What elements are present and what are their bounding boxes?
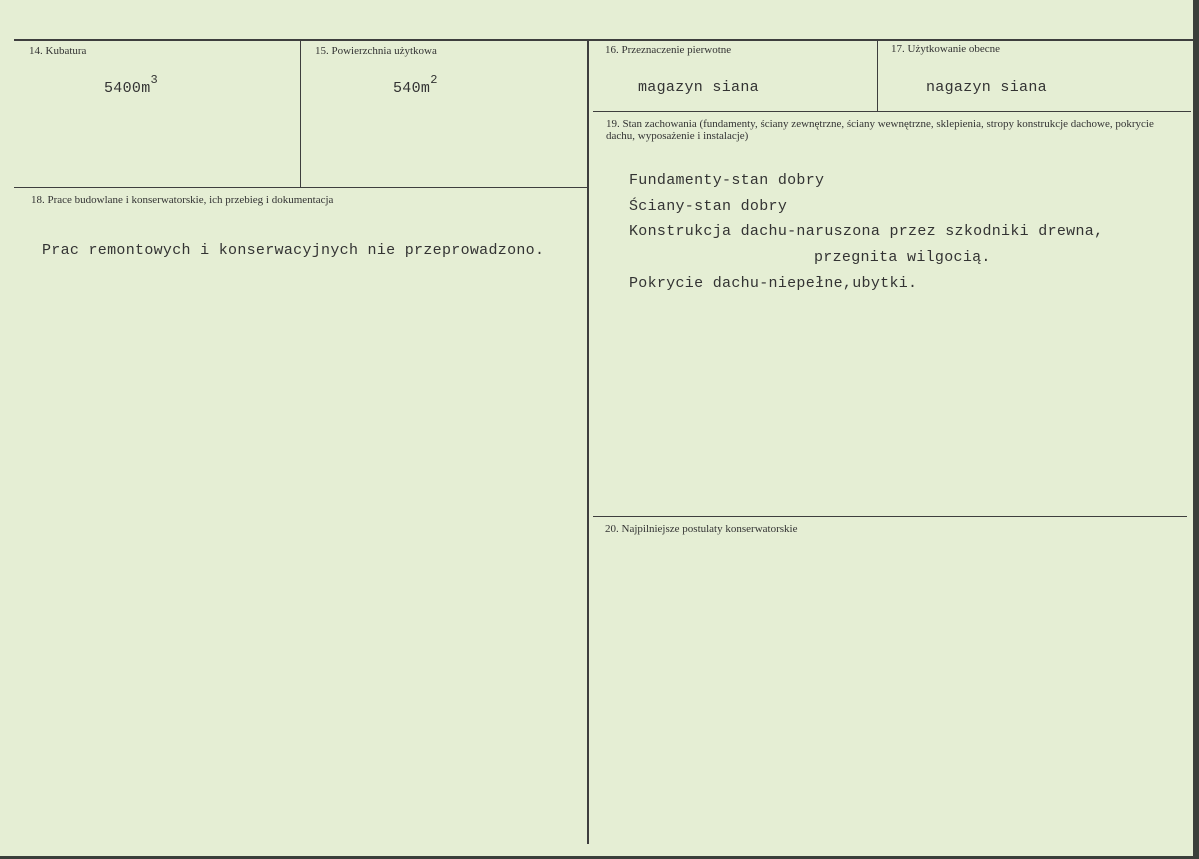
field-14-label: 14. Kubatura [29, 45, 87, 57]
field-19-line: Fundamenty-stan dobry [629, 172, 825, 189]
field-18-label: 18. Prace budowlane i konserwatorskie, ich przebieg i dokumentacja [31, 194, 334, 206]
divider-v-main [587, 41, 589, 844]
field-14-superscript: 3 [150, 73, 159, 87]
rule-16-19 [593, 111, 1191, 112]
field-19-label: 19. Stan zachowania (fundamenty, ściany zewnętrzne, ściany wewnętrzne, sklepienia, stropy konstrukcje dachowe, pokrycie dachu, wyposażenie i instalacje) [606, 118, 1154, 142]
field-16-label: 16. Przeznaczenie pierwotne [605, 44, 732, 56]
field-18-value: Prac remontowych i konserwacyjnych nie przeprowadzono. [42, 242, 545, 259]
field-14-number: 5400m [104, 80, 151, 97]
field-17-value: nagazyn siana [926, 79, 1047, 96]
field-15-superscript: 2 [430, 73, 438, 87]
rule-15-18 [14, 187, 588, 188]
card-edge-right [1193, 0, 1199, 859]
divider-v-14-15 [300, 41, 301, 187]
field-15-number: 540m [393, 80, 431, 97]
divider-v-16-17 [877, 41, 878, 111]
field-16-value: magazyn siana [638, 79, 759, 96]
field-20-label: 20. Najpilniejsze postulaty konserwatorskie [605, 523, 798, 535]
field-19-line: przegnita wilgocią. [814, 249, 991, 266]
rule-19-20 [593, 516, 1187, 517]
top-rule [14, 39, 1194, 41]
field-14-value [104, 73, 159, 97]
field-17-label: 17. Użytkowanie obecne [891, 43, 1001, 55]
field-19-line: Ściany-stan dobry [629, 198, 788, 215]
field-15-value [393, 73, 438, 97]
field-15-label: 15. Powierzchnia użytkowa [315, 45, 437, 57]
field-19-line: Pokrycie dachu-niepełne,ubytki. [629, 275, 918, 292]
field-19-line: Konstrukcja dachu-naruszona przez szkodniki drewna, [629, 223, 1104, 240]
